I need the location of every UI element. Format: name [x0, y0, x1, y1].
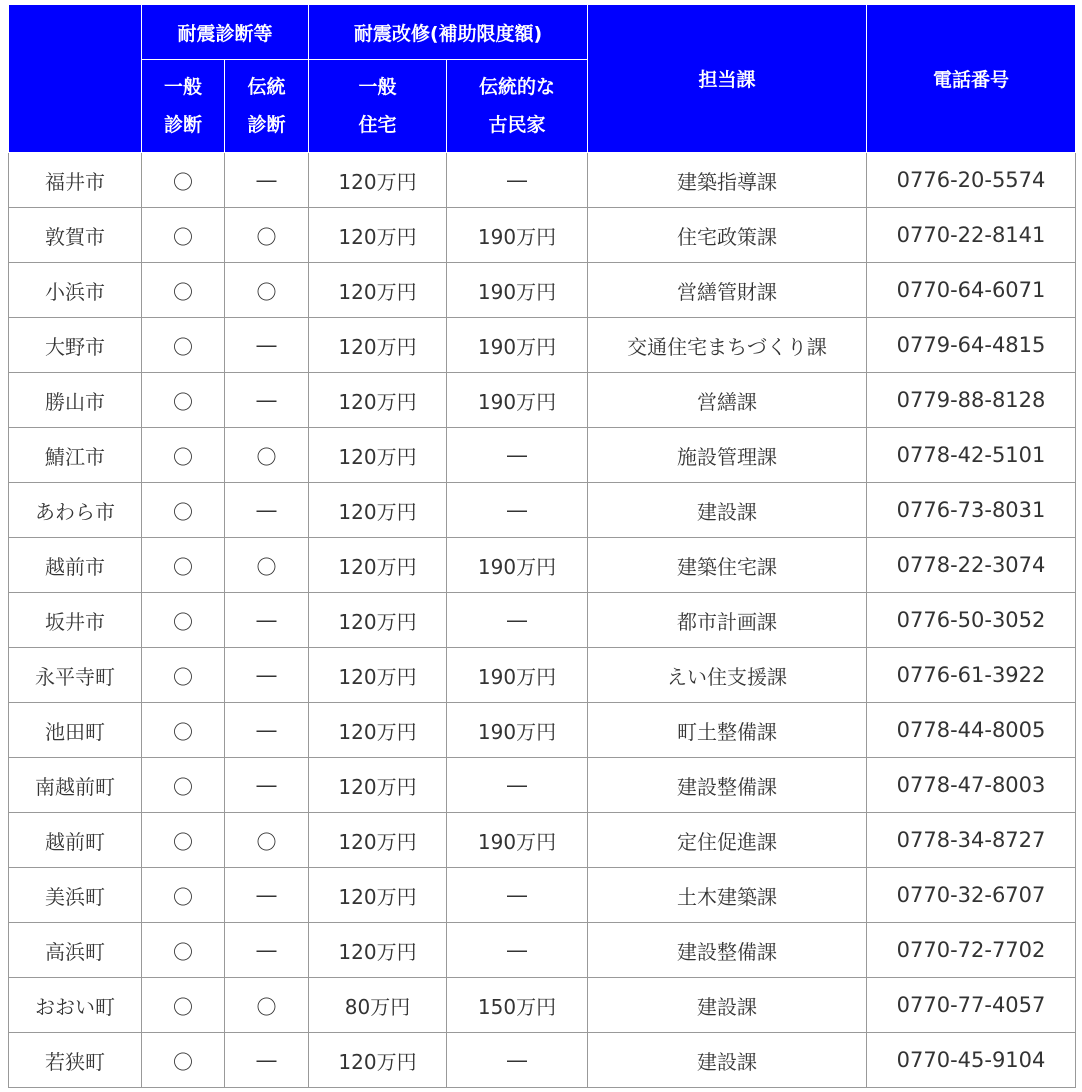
general-diagnosis-cell: 〇: [142, 538, 225, 593]
city-cell: あわら市: [9, 483, 142, 538]
city-cell: 高浜町: [9, 923, 142, 978]
header-traditional-house-line1: 伝統的な: [479, 76, 556, 98]
subsidy-table: [8, 4, 1076, 1088]
general-diagnosis-cell: 〇: [142, 1033, 225, 1088]
header-phone: 電話番号: [867, 5, 1076, 153]
traditional-diagnosis-cell: ―: [225, 593, 309, 648]
general-house-cell: 120万円: [309, 318, 447, 373]
general-house-cell: 120万円: [309, 813, 447, 868]
city-cell: 坂井市: [9, 593, 142, 648]
general-diagnosis-cell: 〇: [142, 428, 225, 483]
traditional-house-cell: 150万円: [447, 978, 588, 1033]
traditional-house-cell: ―: [447, 1033, 588, 1088]
city-cell: 敦賀市: [9, 208, 142, 263]
department-cell: 都市計画課: [588, 593, 867, 648]
department-cell: 建設課: [588, 978, 867, 1033]
traditional-diagnosis-cell: ―: [225, 318, 309, 373]
traditional-diagnosis-cell: ―: [225, 868, 309, 923]
general-diagnosis-cell: 〇: [142, 593, 225, 648]
city-cell: 越前市: [9, 538, 142, 593]
table-row: [9, 813, 1076, 868]
table-row: [9, 263, 1076, 318]
header-group-retrofit: 耐震改修(補助限度額): [309, 5, 588, 60]
general-house-cell: 120万円: [309, 593, 447, 648]
table-row: [9, 1033, 1076, 1088]
general-diagnosis-cell: 〇: [142, 923, 225, 978]
traditional-diagnosis-cell: 〇: [225, 428, 309, 483]
department-cell: 町土整備課: [588, 703, 867, 758]
department-cell: えい住支援課: [588, 648, 867, 703]
table-row: [9, 428, 1076, 483]
city-cell: 若狭町: [9, 1033, 142, 1088]
table-row: [9, 758, 1076, 813]
department-cell: 交通住宅まちづくり課: [588, 318, 867, 373]
phone-cell: 0778-47-8003: [867, 758, 1076, 813]
phone-cell: 0770-22-8141: [867, 208, 1076, 263]
general-house-cell: 80万円: [309, 978, 447, 1033]
general-diagnosis-cell: 〇: [142, 318, 225, 373]
traditional-diagnosis-cell: ―: [225, 153, 309, 208]
department-cell: 建設課: [588, 483, 867, 538]
header-general-house-line1: 一般: [358, 76, 397, 98]
city-cell: 越前町: [9, 813, 142, 868]
phone-cell: 0770-45-9104: [867, 1033, 1076, 1088]
general-house-cell: 120万円: [309, 373, 447, 428]
traditional-diagnosis-cell: ―: [225, 483, 309, 538]
traditional-house-cell: ―: [447, 428, 588, 483]
traditional-house-cell: ―: [447, 868, 588, 923]
general-diagnosis-cell: 〇: [142, 978, 225, 1033]
general-house-cell: 120万円: [309, 923, 447, 978]
department-cell: 施設管理課: [588, 428, 867, 483]
header-traditional-house-line2: 古民家: [488, 114, 546, 136]
header-traditional-diagnosis-line1: 伝統: [247, 76, 286, 98]
traditional-house-cell: ―: [447, 483, 588, 538]
phone-cell: 0770-64-6071: [867, 263, 1076, 318]
general-house-cell: 120万円: [309, 263, 447, 318]
department-cell: 住宅政策課: [588, 208, 867, 263]
table-body: [9, 153, 1076, 1088]
traditional-diagnosis-cell: ―: [225, 758, 309, 813]
traditional-house-cell: 190万円: [447, 263, 588, 318]
table-row: [9, 208, 1076, 263]
general-diagnosis-cell: 〇: [142, 373, 225, 428]
general-diagnosis-cell: 〇: [142, 703, 225, 758]
phone-cell: 0770-32-6707: [867, 868, 1076, 923]
traditional-house-cell: 190万円: [447, 703, 588, 758]
header-general-diagnosis: [142, 60, 225, 153]
phone-cell: 0778-42-5101: [867, 428, 1076, 483]
general-diagnosis-cell: 〇: [142, 263, 225, 318]
department-cell: 営繕課: [588, 373, 867, 428]
department-cell: 営繕管財課: [588, 263, 867, 318]
traditional-diagnosis-cell: ―: [225, 648, 309, 703]
traditional-diagnosis-cell: 〇: [225, 978, 309, 1033]
traditional-house-cell: 190万円: [447, 318, 588, 373]
phone-cell: 0778-44-8005: [867, 703, 1076, 758]
traditional-house-cell: 190万円: [447, 373, 588, 428]
traditional-house-cell: 190万円: [447, 813, 588, 868]
phone-cell: 0776-50-3052: [867, 593, 1076, 648]
general-house-cell: 120万円: [309, 648, 447, 703]
traditional-diagnosis-cell: ―: [225, 373, 309, 428]
city-cell: 小浜市: [9, 263, 142, 318]
table-row: [9, 593, 1076, 648]
table-container: [8, 4, 1076, 1088]
general-diagnosis-cell: 〇: [142, 483, 225, 538]
general-diagnosis-cell: 〇: [142, 208, 225, 263]
traditional-diagnosis-cell: 〇: [225, 813, 309, 868]
traditional-house-cell: ―: [447, 758, 588, 813]
city-cell: 美浜町: [9, 868, 142, 923]
city-cell: 池田町: [9, 703, 142, 758]
phone-cell: 0779-88-8128: [867, 373, 1076, 428]
table-row: [9, 373, 1076, 428]
table-row: [9, 538, 1076, 593]
phone-cell: 0770-72-7702: [867, 923, 1076, 978]
general-house-cell: 120万円: [309, 538, 447, 593]
general-house-cell: 120万円: [309, 483, 447, 538]
general-house-cell: 120万円: [309, 208, 447, 263]
header-general-house-line2: 住宅: [358, 114, 397, 136]
department-cell: 建設課: [588, 1033, 867, 1088]
header-traditional-diagnosis: [225, 60, 309, 153]
traditional-diagnosis-cell: ―: [225, 923, 309, 978]
phone-cell: 0779-64-4815: [867, 318, 1076, 373]
department-cell: 土木建築課: [588, 868, 867, 923]
header-department: 担当課: [588, 5, 867, 153]
general-house-cell: 120万円: [309, 758, 447, 813]
header-city-blank: [9, 5, 142, 153]
traditional-diagnosis-cell: ―: [225, 703, 309, 758]
department-cell: 建設整備課: [588, 758, 867, 813]
traditional-house-cell: ―: [447, 153, 588, 208]
general-diagnosis-cell: 〇: [142, 813, 225, 868]
general-house-cell: 120万円: [309, 868, 447, 923]
department-cell: 建設整備課: [588, 923, 867, 978]
general-diagnosis-cell: 〇: [142, 868, 225, 923]
header-general-house: [309, 60, 447, 153]
department-cell: 定住促進課: [588, 813, 867, 868]
general-house-cell: 120万円: [309, 1033, 447, 1088]
phone-cell: 0778-34-8727: [867, 813, 1076, 868]
header-group-diagnosis: 耐震診断等: [142, 5, 309, 60]
table-row: [9, 868, 1076, 923]
traditional-house-cell: 190万円: [447, 208, 588, 263]
traditional-house-cell: ―: [447, 593, 588, 648]
city-cell: 鯖江市: [9, 428, 142, 483]
phone-cell: 0776-61-3922: [867, 648, 1076, 703]
table-row: [9, 318, 1076, 373]
table-header: [9, 5, 1076, 153]
table-row: [9, 648, 1076, 703]
traditional-house-cell: ―: [447, 923, 588, 978]
traditional-house-cell: 190万円: [447, 538, 588, 593]
traditional-diagnosis-cell: ―: [225, 1033, 309, 1088]
city-cell: おおい町: [9, 978, 142, 1033]
general-house-cell: 120万円: [309, 428, 447, 483]
table-row: [9, 153, 1076, 208]
header-traditional-house: [447, 60, 588, 153]
traditional-diagnosis-cell: 〇: [225, 538, 309, 593]
city-cell: 大野市: [9, 318, 142, 373]
city-cell: 勝山市: [9, 373, 142, 428]
traditional-diagnosis-cell: 〇: [225, 263, 309, 318]
header-general-diagnosis-line2: 診断: [163, 114, 202, 136]
header-general-diagnosis-line1: 一般: [163, 76, 202, 98]
department-cell: 建築住宅課: [588, 538, 867, 593]
table-row: [9, 703, 1076, 758]
header-traditional-diagnosis-line2: 診断: [247, 114, 286, 136]
city-cell: 永平寺町: [9, 648, 142, 703]
general-house-cell: 120万円: [309, 153, 447, 208]
general-diagnosis-cell: 〇: [142, 153, 225, 208]
phone-cell: 0776-73-8031: [867, 483, 1076, 538]
department-cell: 建築指導課: [588, 153, 867, 208]
city-cell: 福井市: [9, 153, 142, 208]
phone-cell: 0776-20-5574: [867, 153, 1076, 208]
city-cell: 南越前町: [9, 758, 142, 813]
phone-cell: 0778-22-3074: [867, 538, 1076, 593]
traditional-house-cell: 190万円: [447, 648, 588, 703]
table-row: [9, 483, 1076, 538]
general-diagnosis-cell: 〇: [142, 648, 225, 703]
general-house-cell: 120万円: [309, 703, 447, 758]
phone-cell: 0770-77-4057: [867, 978, 1076, 1033]
traditional-diagnosis-cell: 〇: [225, 208, 309, 263]
general-diagnosis-cell: 〇: [142, 758, 225, 813]
table-row: [9, 923, 1076, 978]
table-row: [9, 978, 1076, 1033]
